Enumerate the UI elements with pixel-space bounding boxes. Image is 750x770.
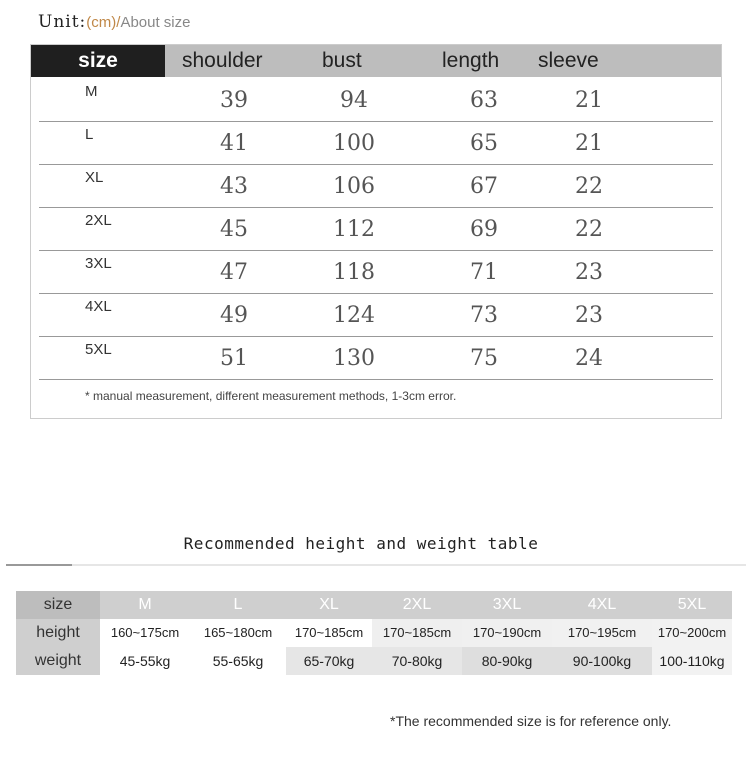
weight-cell: 55-65kg (190, 647, 286, 675)
sleeve-value: 23 (575, 303, 603, 328)
bust-value: 106 (333, 174, 375, 199)
weight-cell: 65-70kg (286, 647, 372, 675)
size-label: 3XL (85, 255, 112, 272)
bust-value: 130 (333, 346, 375, 371)
size-header-row (16, 591, 732, 619)
size-cell: 4XL (552, 591, 652, 619)
height-cell: 170~185cm (286, 619, 372, 647)
shoulder-value: 47 (220, 260, 248, 285)
unit-line (38, 12, 190, 32)
unit-label: Unit: (38, 12, 87, 32)
size-row (39, 293, 713, 337)
size-chart (30, 44, 722, 419)
recommend-title: Recommended height and weight table (183, 534, 539, 553)
size-cell: L (190, 591, 286, 619)
divider (6, 564, 746, 566)
length-value: 71 (470, 260, 498, 285)
shoulder-value: 49 (220, 303, 248, 328)
size-label: XL (85, 169, 104, 186)
size-cell: 5XL (652, 591, 732, 619)
row-header-weight: weight (16, 647, 100, 675)
header-size: size (31, 45, 165, 77)
size-label: M (85, 83, 98, 100)
bust-value: 100 (333, 131, 375, 156)
size-cell: XL (286, 591, 372, 619)
unit-about: About size (120, 14, 191, 31)
height-cell: 170~200cm (652, 619, 732, 647)
height-cell: 165~180cm (190, 619, 286, 647)
size-chart-header (31, 45, 721, 77)
header-shoulder: shoulder (182, 49, 263, 72)
height-row (16, 619, 732, 647)
length-value: 75 (470, 346, 498, 371)
bust-value: 118 (333, 260, 375, 285)
length-value: 73 (470, 303, 498, 328)
length-value: 65 (470, 131, 498, 156)
weight-cell: 100-110kg (652, 647, 732, 675)
size-cell: 2XL (372, 591, 462, 619)
weight-row (16, 647, 732, 675)
height-cell: 170~185cm (372, 619, 462, 647)
sleeve-value: 21 (575, 88, 603, 113)
size-row (39, 336, 713, 380)
weight-cell: 45-55kg (100, 647, 190, 675)
measurement-note: * manual measurement, different measurement methods, 1-3cm error. (85, 389, 457, 403)
shoulder-value: 45 (220, 217, 248, 242)
divider-accent (6, 564, 72, 566)
weight-cell: 70-80kg (372, 647, 462, 675)
bust-value: 94 (340, 88, 368, 113)
header-sleeve: sleeve (538, 49, 599, 72)
height-weight-table (16, 591, 732, 675)
size-row (39, 207, 713, 251)
size-cell: 3XL (462, 591, 552, 619)
size-row (39, 164, 713, 208)
size-cell: M (100, 591, 190, 619)
weight-cell: 90-100kg (552, 647, 652, 675)
height-cell: 170~190cm (462, 619, 552, 647)
header-bust: bust (322, 49, 362, 72)
shoulder-value: 41 (220, 131, 248, 156)
length-value: 63 (470, 88, 498, 113)
reference-footnote: *The recommended size is for reference only. (390, 713, 672, 729)
size-label: 4XL (85, 298, 112, 315)
header-length: length (442, 49, 500, 72)
shoulder-value: 39 (220, 88, 248, 113)
height-cell: 160~175cm (100, 619, 190, 647)
size-row (39, 250, 713, 294)
bust-value: 112 (333, 217, 375, 242)
sleeve-value: 22 (575, 217, 603, 242)
row-header-height: height (16, 619, 100, 647)
weight-cell: 80-90kg (462, 647, 552, 675)
sleeve-value: 21 (575, 131, 603, 156)
size-label: L (85, 126, 94, 143)
size-row (39, 78, 713, 122)
length-value: 69 (470, 217, 498, 242)
height-cell: 170~195cm (552, 619, 652, 647)
row-header-size: size (16, 591, 100, 619)
bust-value: 124 (333, 303, 375, 328)
length-value: 67 (470, 174, 498, 199)
size-row (39, 121, 713, 165)
sleeve-value: 24 (575, 346, 603, 371)
sleeve-value: 22 (575, 174, 603, 199)
size-label: 2XL (85, 212, 112, 229)
size-label: 5XL (85, 341, 112, 358)
shoulder-value: 51 (220, 346, 248, 371)
shoulder-value: 43 (220, 174, 248, 199)
sleeve-value: 23 (575, 260, 603, 285)
unit-cm: (cm)/ (86, 14, 121, 31)
